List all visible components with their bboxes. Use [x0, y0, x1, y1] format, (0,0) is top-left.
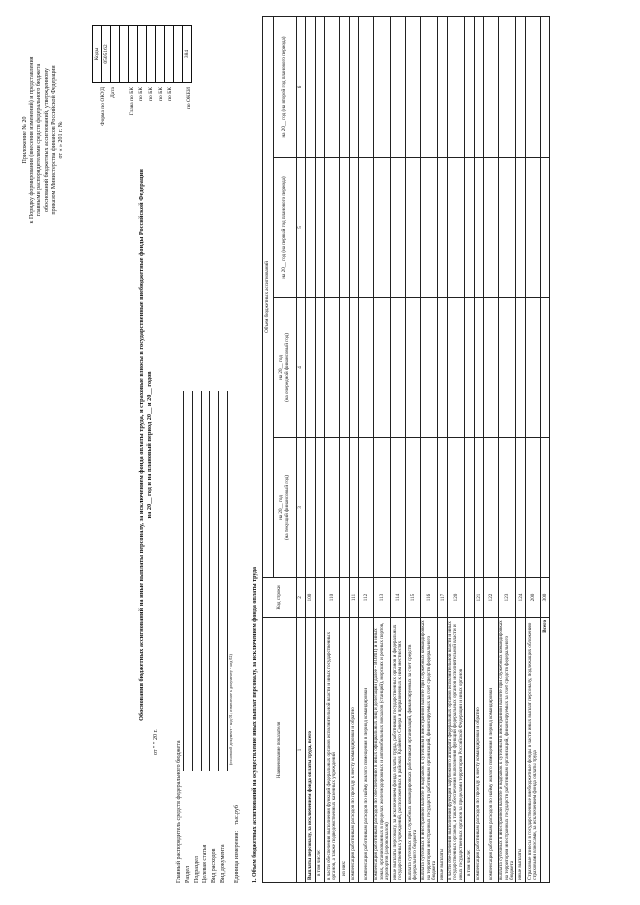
code-label: по БК — [167, 87, 174, 101]
field-row — [211, 123, 220, 883]
row-value-cell[interactable] — [306, 16, 316, 157]
row-value-cell[interactable] — [340, 16, 350, 157]
row-value-cell[interactable] — [374, 298, 391, 438]
row-name: выплата суточных при служебных командировках работникам организаций, финансируемых за счет средств федерального бюджета — [406, 618, 421, 883]
document-title — [138, 125, 153, 765]
doctype-code — [174, 26, 183, 83]
row-name: компенсация работникам расходов по проезду к месту командировки и обратно — [474, 618, 484, 883]
row-value-cell[interactable] — [325, 158, 340, 298]
chapter-code — [129, 26, 138, 83]
row-code: 123 — [499, 578, 516, 618]
field-row — [220, 123, 229, 883]
row-value-cell[interactable] — [474, 438, 484, 578]
col-year4-header: на 20__ год (на второй год планового периода) — [274, 16, 297, 157]
row-value-cell[interactable] — [359, 298, 374, 438]
row-name: компенсация работникам расходов по обеспечению в иных официальных лиц и делегаций (далее - ВОИП) и в иных зонах, организованных в пределах железнодорожных и автомобильных вокзалов (станций), морских и речных портов, аэропортов (аэровокзалов) — [374, 618, 391, 883]
row-code: 113 — [374, 578, 391, 618]
row-value-cell[interactable] — [421, 438, 438, 578]
table-row — [474, 16, 484, 882]
col-number: 5 — [297, 158, 306, 298]
row-value-cell[interactable] — [516, 438, 526, 578]
code-label: по БК — [138, 87, 145, 101]
row-code: 117 — [438, 578, 448, 618]
table-row — [349, 16, 359, 882]
row-value-cell[interactable] — [465, 158, 475, 298]
row-value-cell[interactable] — [306, 438, 316, 578]
appendix-line: обоснований бюджетных ассигнований, утвержденному — [43, 68, 50, 212]
appendix-line: приказом Министерства финансов Российской Федерации — [50, 65, 57, 215]
field-label: Раздел — [184, 866, 191, 883]
code-label: по БК — [157, 87, 164, 101]
document-title-line: Обоснования бюджетных ассигнований на иные выплаты персоналу, за исключением фонда оплаты труда, и страховые взносы в государственные внебюджетные фонды Российской Федерации — [138, 169, 145, 721]
okud-code: 0505162 — [102, 26, 111, 83]
table-row — [374, 16, 391, 882]
date-line: от " " 20 г. — [153, 729, 159, 755]
doc-type-note: (основной документ - код 01; изменение к документу - код 02) — [228, 654, 233, 765]
row-name: в том числе: — [315, 618, 325, 883]
code-label: Форма по ОКУД — [100, 87, 106, 126]
row-value-cell[interactable] — [349, 16, 359, 157]
row-value-cell[interactable] — [421, 16, 438, 157]
appendix-line: от « » 201 г. № — [57, 121, 64, 159]
row-code: 120 — [448, 578, 465, 618]
row-code: 110 — [325, 578, 340, 618]
col-number: 6 — [297, 16, 306, 157]
unit-label: Единица измерения: — [233, 830, 240, 883]
row-value-cell[interactable] — [315, 16, 325, 157]
appendix-block — [22, 15, 65, 265]
col-number: 2 — [297, 578, 306, 618]
row-value-cell[interactable] — [325, 16, 340, 157]
row-value-cell[interactable] — [340, 298, 350, 438]
unit-value: тыс.руб — [233, 805, 240, 825]
col-number: 3 — [297, 438, 306, 578]
row-value-cell[interactable] — [474, 298, 484, 438]
row-value-cell[interactable] — [349, 438, 359, 578]
row-value-cell[interactable] — [315, 298, 325, 438]
code-label: Дата — [109, 87, 116, 98]
field-label: Целевая статья — [202, 844, 209, 883]
field-row — [185, 123, 194, 883]
row-value-cell[interactable] — [540, 158, 550, 298]
col-number: 4 — [297, 298, 306, 438]
row-name: иные выплаты — [438, 618, 448, 883]
section-title: 1. Объем бюджетных ассигнований на осуществление иных выплат персоналу, за исключением фонда оплаты труда — [252, 566, 258, 883]
table-row — [421, 16, 438, 882]
col-year3-header: на 20__ год (на первый год планового периода) — [274, 158, 297, 298]
row-value-cell[interactable] — [448, 158, 465, 298]
row-value-cell[interactable] — [540, 438, 550, 578]
row-name: выплата суточных в иностранной валюте и надбавок к суточным в иностранной валюте при служебных командировках на территории иностранных государств работникам организаций, финансируемых за счет средств федерального бюджета — [421, 618, 438, 883]
table-row — [315, 16, 325, 882]
row-value-cell[interactable] — [465, 298, 475, 438]
row-code: 112 — [359, 578, 374, 618]
blank-code — [120, 26, 129, 83]
row-name: из них: — [340, 618, 350, 883]
row-value-cell[interactable] — [499, 16, 516, 157]
field-label: Главный распорядитель средств федерального бюджета — [176, 740, 182, 883]
row-code: 124 — [516, 578, 526, 618]
table-row — [325, 16, 340, 882]
code-label: Глава по БК — [128, 87, 135, 116]
table-row — [391, 16, 406, 882]
row-value-cell[interactable] — [474, 158, 484, 298]
row-value-cell[interactable] — [525, 158, 540, 298]
codes-header: Коды — [93, 26, 102, 83]
row-value-cell[interactable] — [421, 298, 438, 438]
row-code: 116 — [421, 578, 438, 618]
row-name: компенсация работникам расходов по найму жилого помещения в период командировки — [359, 618, 374, 883]
subsection-code — [147, 26, 156, 83]
row-value-cell[interactable] — [340, 158, 350, 298]
row-code: 115 — [406, 578, 421, 618]
field-row — [176, 123, 185, 883]
row-value-cell[interactable] — [349, 158, 359, 298]
row-name: в части обеспечения выполнения функций федеральных органов исполнительной власти и иных государственных органов, а также подведомственных казенных учреждений — [325, 618, 340, 883]
row-code: 300 — [540, 578, 550, 618]
row-value-cell[interactable] — [406, 158, 421, 298]
col-year1-header: на 20__ год (на текущий финансовый год) — [274, 438, 297, 578]
row-value-cell[interactable] — [391, 16, 406, 157]
row-value-cell[interactable] — [315, 438, 325, 578]
date-code — [111, 26, 120, 83]
row-value-cell[interactable] — [391, 158, 406, 298]
row-value-cell[interactable] — [438, 16, 448, 157]
row-value-cell[interactable] — [438, 298, 448, 438]
table-row — [525, 16, 540, 882]
row-value-cell[interactable] — [484, 158, 499, 298]
row-code: 100 — [306, 578, 316, 618]
field-label: Подраздел — [193, 856, 200, 883]
row-code: 200 — [525, 578, 540, 618]
appendix-line: главными распорядителями средств федерального бюджета — [36, 63, 43, 217]
row-value-cell[interactable] — [406, 298, 421, 438]
row-value-cell[interactable] — [484, 438, 499, 578]
row-code: 111 — [349, 578, 359, 618]
row-code — [340, 578, 350, 618]
expense-code — [165, 26, 174, 83]
table-row — [448, 16, 465, 882]
row-value-cell[interactable] — [448, 298, 465, 438]
section-code — [138, 26, 147, 83]
okei-code: 384 — [183, 26, 192, 83]
codes-table — [92, 25, 192, 83]
row-value-cell[interactable] — [306, 298, 316, 438]
row-value-cell[interactable] — [359, 158, 374, 298]
row-value-cell[interactable] — [484, 298, 499, 438]
row-code: 114 — [391, 578, 406, 618]
row-value-cell[interactable] — [391, 438, 406, 578]
col-code-header: Код строки — [263, 578, 297, 618]
row-value-cell[interactable] — [516, 16, 526, 157]
row-value-cell[interactable] — [340, 438, 350, 578]
row-value-cell[interactable] — [448, 438, 465, 578]
row-value-cell[interactable] — [525, 16, 540, 157]
table-row — [540, 16, 550, 882]
table-row — [340, 16, 350, 882]
row-value-cell[interactable] — [421, 158, 438, 298]
table-body — [306, 16, 550, 882]
row-value-cell[interactable] — [525, 298, 540, 438]
col-year2-header: на 20__ год (на очередной финансовый год) — [274, 298, 297, 438]
row-value-cell[interactable] — [516, 298, 526, 438]
row-value-cell[interactable] — [374, 16, 391, 157]
row-value-cell[interactable] — [374, 158, 391, 298]
row-value-cell[interactable] — [374, 438, 391, 578]
field-row — [202, 123, 211, 883]
row-value-cell[interactable] — [474, 16, 484, 157]
table-row — [406, 16, 421, 882]
row-code: 122 — [484, 578, 499, 618]
row-value-cell[interactable] — [499, 158, 516, 298]
field-label: Вид документа — [219, 844, 226, 883]
row-value-cell[interactable] — [406, 16, 421, 157]
row-value-cell[interactable] — [438, 158, 448, 298]
unit-row — [234, 123, 243, 883]
table-row — [484, 16, 499, 882]
row-value-cell[interactable] — [525, 438, 540, 578]
row-value-cell[interactable] — [325, 438, 340, 578]
allocations-table — [262, 16, 550, 883]
row-name: в части обеспечения выполнения функций зарубежного аппарата федеральных органов исполнительной власти и иных государственных органов, а также обеспечения выполнения функций федеральных органов исполнительной власти и иных государственных органов за пределами территории Российской Федерации и иных органов — [448, 618, 465, 883]
row-value-cell[interactable] — [438, 438, 448, 578]
row-value-cell[interactable] — [406, 438, 421, 578]
col-number: 1 — [297, 618, 306, 883]
col-name-header: Наименование показателя — [263, 618, 297, 883]
row-name: иные выплаты — [516, 618, 526, 883]
row-name: компенсация работникам расходов по проезду к месту командировки и обратно — [349, 618, 359, 883]
row-value-cell[interactable] — [325, 298, 340, 438]
table-row — [516, 16, 526, 882]
row-value-cell[interactable] — [540, 298, 550, 438]
row-code: 121 — [474, 578, 484, 618]
col-group-header: Объем бюджетных ассигнований — [263, 16, 274, 577]
row-code — [315, 578, 325, 618]
table-row — [499, 16, 516, 882]
row-name: Всего — [540, 618, 550, 883]
row-value-cell[interactable] — [465, 16, 475, 157]
row-name: Страховые взносы в государственные внебюджетные фонды в части иных выплат персоналу, подлежащих обложению страховыми взносами, за исключением фонда оплаты труда — [525, 618, 540, 883]
target-code — [156, 26, 165, 83]
row-value-cell[interactable] — [516, 158, 526, 298]
table-row — [465, 16, 475, 882]
appendix-line: к Порядку формирования (внесения изменений) и представления — [29, 56, 36, 224]
code-label: по ОКЕИ — [186, 87, 193, 110]
table-row — [359, 16, 374, 882]
row-value-cell[interactable] — [359, 438, 374, 578]
row-value-cell[interactable] — [499, 438, 516, 578]
row-value-cell[interactable] — [359, 16, 374, 157]
row-value-cell[interactable] — [540, 16, 550, 157]
appendix-title: Приложение № 20 — [22, 116, 28, 164]
row-name: иные выплаты персоналу, за исключением фонда оплаты труда, работникам государственных органов и федеральных государственных учреждений, расположенных в районах Крайнего Севера и приравненных к ним местностях — [391, 618, 406, 883]
row-value-cell[interactable] — [465, 438, 475, 578]
code-label: по БК — [147, 87, 154, 101]
row-name: компенсация работникам расходов по найму жилого помещения в период командировки — [484, 618, 499, 883]
row-value-cell[interactable] — [315, 158, 325, 298]
row-value-cell[interactable] — [484, 16, 499, 157]
table-row — [306, 16, 316, 882]
row-value-cell[interactable] — [448, 16, 465, 157]
row-value-cell[interactable] — [391, 298, 406, 438]
row-name: выплата суточных в иностранной валюте и надбавок к суточным в иностранной валюте при служебных командировках на территории иностранных государств работникам организаций, финансируемых за счет средств федерального бюджета — [499, 618, 516, 883]
row-value-cell[interactable] — [349, 298, 359, 438]
row-name: в том числе: — [465, 618, 475, 883]
document-subtitle-line: на 20__ год и на плановый период 20__ и 20__ годов — [145, 371, 153, 519]
header-fields — [176, 123, 243, 883]
row-name: Выплаты персоналу, за исключением фонда оплаты труда, всего — [306, 618, 316, 883]
code-label — [119, 87, 129, 205]
row-code — [465, 578, 475, 618]
field-row — [194, 123, 203, 883]
field-label: Вид расходов — [211, 848, 218, 883]
row-value-cell[interactable] — [499, 298, 516, 438]
row-value-cell[interactable] — [306, 158, 316, 298]
